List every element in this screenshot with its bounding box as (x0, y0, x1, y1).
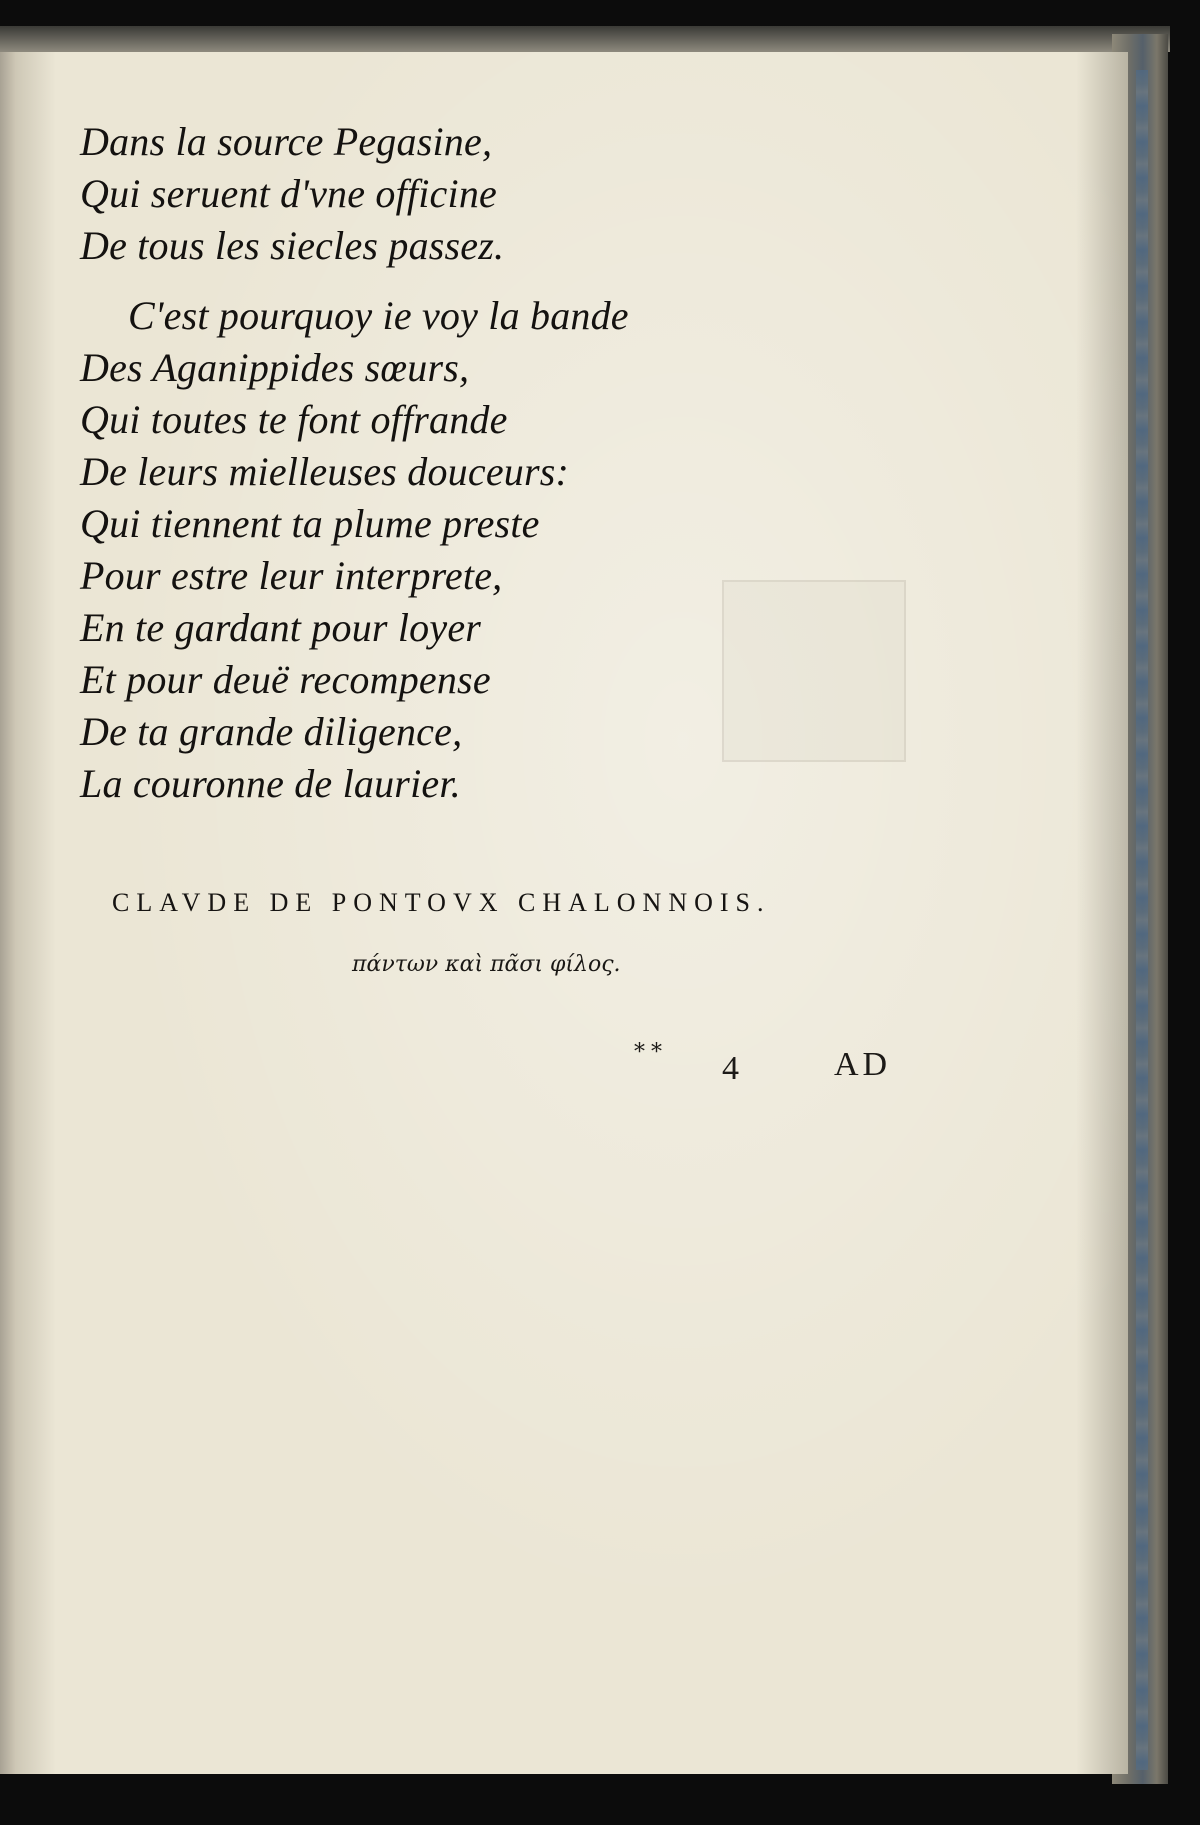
verse-line: C'est pourquoy ie voy la bande (128, 293, 629, 338)
recto-page (16, 52, 1128, 1774)
catchword: AD (834, 1046, 892, 1083)
book-binding-edge (1136, 70, 1148, 1770)
previous-page-edge (0, 52, 16, 1774)
verse-line: Dans la source Pegasine, (80, 119, 493, 164)
verse-line: Des Aganippides sœurs, (80, 345, 470, 390)
verse-line: Qui seruent d'vne officine (80, 171, 497, 216)
signature-mark: ** (634, 1040, 668, 1065)
verse-line: Pour estre leur interprete, (80, 553, 503, 598)
verse-line: En te gardant pour loyer (80, 605, 482, 650)
show-through-woodcut (722, 580, 906, 762)
page-number: 4 (722, 1050, 739, 1087)
verse-line: Qui toutes te font offrande (80, 397, 508, 442)
greek-motto: πάντων καὶ πᾶσι φίλος. (352, 952, 621, 977)
verse-line: Et pour deuë recompense (80, 657, 491, 702)
verse-line: De ta grande diligence, (80, 709, 463, 754)
page-top-shadow (0, 26, 1170, 52)
verse-line: De tous les siecles passez. (80, 223, 505, 268)
verse-line: La couronne de laurier. (80, 761, 461, 806)
verse-line: De leurs mielleuses douceurs: (80, 449, 570, 494)
verse-line: Qui tiennent ta plume preste (80, 501, 540, 546)
author-signature: CLAVDE DE PONTOVX CHALONNOIS. (112, 888, 771, 917)
